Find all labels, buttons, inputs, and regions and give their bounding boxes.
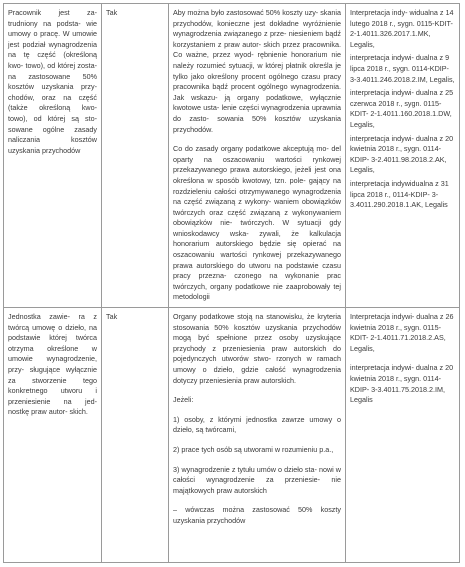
explanation-paragraph: – wówczas można zastosować 50% koszty uzyskania przychodów <box>173 505 341 525</box>
explanation-paragraph: 3) wynagrodzenie z tytułu umów o dzieło sta- nowi w całości wynagrodzenie za przeniesie- nie majątkowych praw autorskich <box>173 464 341 495</box>
source-citation: interpretacja indywi- dualna z 20 kwietnia 2018 r., sygn. 0114-KDIP- 3-2.4011.98.2018.2.AK, Legalis, <box>350 133 454 175</box>
explanation-paragraph: 1) osoby, z którymi jednostka zawrze umowy o dzieło, są twórcami, <box>173 414 341 435</box>
applicable-cell: Tak <box>102 4 169 307</box>
source-citation: interpretacja indywidualna z 31 lipca 2018 r., 0114-KDIP- 3-3.4011.290.2018.1.AK, Legalis <box>350 178 449 210</box>
table-row <box>4 308 459 563</box>
source-citation: Interpretacja indywi- dualna z 26 kwietnia 2018 r., sygn. 0115-KDIT- 2-1.4011.71.2018.2.AS, Legalis, <box>350 312 454 353</box>
source-citation: Interpretacja indy- widualna z 14 lutego 2018 r., sygn. 0115-KDIT- 2-1.4011.326.2017.1.MK, Legalis, <box>350 8 454 49</box>
explanation-cell <box>169 308 346 563</box>
table-row <box>4 4 459 308</box>
applicable-cell: Tak <box>102 308 169 563</box>
explanation-paragraph: 2) prace tych osób są utworami w rozumieniu p.a., <box>173 444 334 454</box>
source-citation: interpretacja indywi- dualna z 25 czerwca 2018 r., sygn. 0115-KDIT- 2-1.4011.160.2018.1.DW, Legalis, <box>350 88 454 129</box>
explanation-paragraph: Co do zasady organy podatkowe akceptują mo- del oparty na oszacowaniu wartości rynkowej przekazywanego prawa autorskiego, jeżeli jest ona określona w sposób kwotowy, tzn. pole- gający na rozdzieleniu całości otrzymywanego wynagrodzenia na część związaną z wykony- waniem obowiązków twórczych oraz część związaną z wykonywaniem obowiązków nie- twórczych. W sytuacji gdy wnioskodawcy wska- zywali, że kalkulacja honorarium autorskiego będzie się opierać na oszacowaniu wartości rynkowej przekazywanego prawa autorskiego do utworu na podstawie czasu pracy przezna- czonego na wykonanie prac twórczych, organy podatkowe nie zaaprobowały tej metodologii <box>173 144 341 302</box>
interpretations-table <box>3 3 460 563</box>
source-cell <box>346 308 461 563</box>
explanation-paragraph: Aby można było zastosować 50% koszty uzy- skania przychodów, konieczne jest dokładne wyróżnienie wynagrodzenia związanego z prze- niesieniem bądź korzystaniem z praw autor- skich przez pracownika. Co ważne, przez wyod- rębnienie honorarium nie należy rozumieć sytuacji, w której płatnik określa je tylko jako określony procent ogólnego czasu pracy pracownika bądź procent ogólnego wynagrodzenia. Jak wskazu- ją organy podatkowe, wyłącznie kwotowe usta- lenie części wynagrodzenia uprawnia do zasto- sowania 50% kosztów uzyskania przychodów. <box>173 8 341 134</box>
source-citation: interpretacja indywi- dualna z 20 kwietnia 2018 r., sygn. 0114-KDIP- 3-3.4011.75.2018.2.IM, Legalis <box>350 363 454 405</box>
explanation-paragraph: Jeżeli: <box>173 395 194 405</box>
explanation-paragraph: Organy podatkowe stoją na stanowisku, że kryteria stosowania 50% kosztów uzyskania przychodów mogą być spełnione przez osoby uzyskujące przychody z przeniesienia praw autorskich do pojedynczych utworów stwo- rzonych w ramach umowy o dzieło, gdzie całość wynagrodzenia dotyczy przeniesienia praw autorskich. <box>173 312 341 385</box>
explanation-cell <box>169 4 346 307</box>
source-cell <box>346 4 461 307</box>
situation-cell: Jednostka zawie- ra z twórcą umowę o dzieło, na podstawie której twórca otrzyma określone w umowie wynagrodzenie, przy- sługujące wyłącznie za stworzenie tego konkretnego utworu i przeniesienie na jed- nostkę praw autor- skich. <box>4 308 102 563</box>
situation-cell: Pracownik jest za- trudniony na podsta- wie umowy o pracę. W umowie jest podział wynagrodzenia na tę część (określoną kwo- towo), od której zosta- na zastosowane 50% kosztów uzyskania przy- chodów, oraz na część (także określoną kwo- towo), od której są sto- sowane ogólne zasady naliczania kosztów uzyskania przychodów <box>4 4 102 307</box>
source-citation: interpretacja indywi- dualna z 9 lipca 2018 r., sygn. 0114-KDIP- 3-3.4011.246.2018.2.IM, Legalis, <box>350 53 455 84</box>
